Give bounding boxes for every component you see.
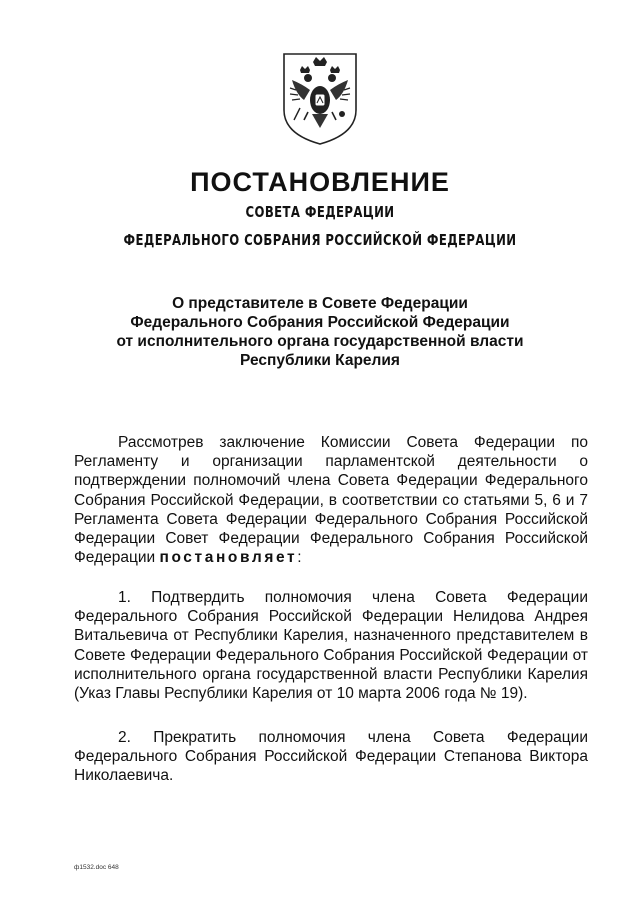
- file-reference: ф1532.doc 648: [74, 864, 119, 871]
- issuer-line-1: СОВЕТА ФЕДЕРАЦИИ: [245, 203, 395, 221]
- decree-word: постановляет: [159, 549, 298, 567]
- subject-line-1: О представителе в Совете Федерации: [172, 295, 468, 312]
- subject-line-2: Федерального Собрания Российской Федерации: [130, 314, 510, 331]
- preamble-text: Рассмотрев заключение Комиссии Совета Федерации по Регламенту и организации парламентской деятельности о подтверждении полномочий члена Совета Федерации Федерального Собрания Российской Федерации, в соответствии со статьями 5, 6 и 7 Регламента Совета Федерации Федерального Собрания Российской Федерации Совет Федерации Федерального Собрания Российской Федерации: [74, 434, 588, 567]
- item-2-paragraph: [74, 728, 588, 786]
- item-1-text: 1. Подтвердить полномочия члена Совета Федерации Федерального Собрания Российской Федерации Нелидова Андрея Витальевича от Республики Карелия, назначенного представителем в Совете Федерации Федерального Собрания Российской Федерации от исполнительного органа государственной власти Республики Карелия (Указ Главы Республики Карелия от 10 марта 2006 года № 19).: [74, 589, 588, 703]
- decree-punct: :: [297, 549, 302, 567]
- document-title: ПОСТАНОВЛЕНИЕ: [190, 167, 450, 197]
- subject-line-4: Республики Карелия: [240, 352, 400, 369]
- item-1-paragraph: [74, 588, 588, 703]
- issuer-line-2: ФЕДЕРАЛЬНОГО СОБРАНИЯ РОССИЙСКОЙ ФЕДЕРАЦИИ: [123, 231, 517, 249]
- preamble-paragraph: [74, 433, 588, 567]
- item-2-text: 2. Прекратить полномочия члена Совета Федерации Федерального Собрания Российской Федерации Степанова Виктора Николаевича.: [74, 729, 588, 785]
- coat-of-arms-icon: [280, 50, 360, 146]
- subject-line-3: от исполнительного органа государственной власти: [116, 333, 524, 350]
- subject-heading: [0, 294, 640, 370]
